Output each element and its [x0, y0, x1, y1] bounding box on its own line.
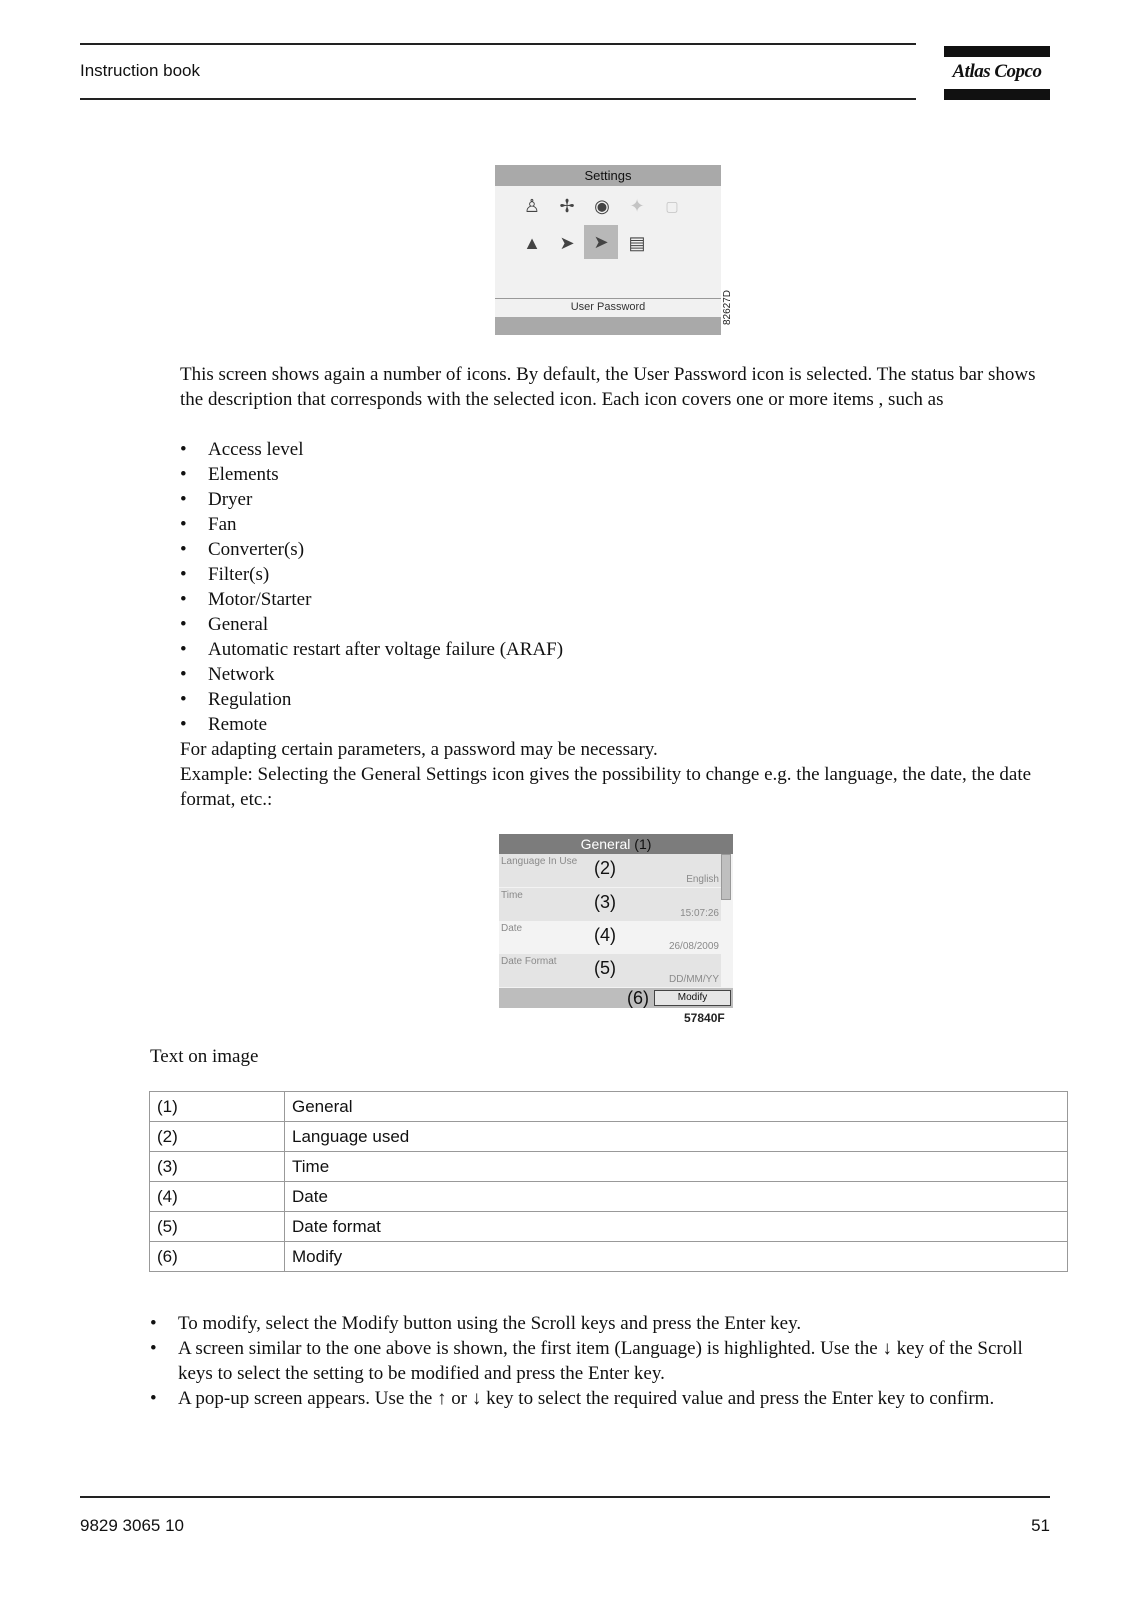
example-paragraph: Example: Selecting the General Settings icon gives the possibility to change e.g. the language, the date, the date format, etc.: [180, 764, 1032, 810]
list-item: • Converter(s) [180, 537, 563, 562]
setting-row-time [499, 888, 721, 921]
callout-6: (6) [627, 988, 649, 1008]
callout-1: (1) [634, 836, 652, 852]
general-icon: ▤ [628, 233, 646, 253]
step-item: • A screen similar to the one above is shown, the first item (Language) is highlighted. Use the ↓ key of the Scroll keys to select the setting to be modified and press the Enter key. [150, 1336, 1055, 1386]
intro-paragraph: This screen shows again a number of icons. By default, the User Password icon is selected. The status bar shows the description that corresponds with the selected icon. Each icon covers one or more items , such as [180, 364, 1036, 410]
list-item: • Regulation [180, 687, 563, 712]
callout-5: (5) [594, 958, 616, 978]
brand-logo-text: Atlas Copco [952, 61, 1042, 82]
general-screen-title [499, 834, 733, 854]
setting-value: 15:07:26 [680, 908, 719, 919]
callout-2: (2) [594, 858, 616, 878]
legend-number: (2) [150, 1122, 285, 1152]
settings-screen-bottom-bar [495, 317, 721, 335]
password-note: For adapting certain parameters, a password may be necessary. [180, 739, 658, 760]
setting-label: Date Format [501, 956, 557, 967]
dryer-icon: ◉ [594, 196, 610, 216]
list-item: • Network [180, 662, 563, 687]
converter-icon: ▢ [665, 198, 679, 214]
page-number: 51 [1031, 1516, 1050, 1535]
header-top-rule [80, 43, 916, 45]
fan-icon: ✦ [629, 196, 645, 216]
document-number: 9829 3065 10 [80, 1516, 184, 1535]
modify-button: Modify [654, 990, 731, 1006]
general-screen-figure [499, 834, 733, 1008]
settings-screen-title: Settings [495, 165, 721, 186]
list-item: • Automatic restart after voltage failure (ARAF) [180, 637, 563, 662]
table-row [150, 1152, 1068, 1182]
step-item: • A pop-up screen appears. Use the ↑ or ↓ key to select the required value and press the Enter key to confirm. [150, 1386, 1055, 1411]
setting-label: Language In Use [501, 856, 578, 867]
list-item: • Elements [180, 462, 563, 487]
key-icon: ➤ [559, 233, 575, 253]
table-row [150, 1122, 1068, 1152]
setting-row-date [499, 921, 721, 954]
legend-label: Language used [285, 1122, 1068, 1152]
list-item: • Fan [180, 512, 563, 537]
legend-label: Modify [285, 1242, 1068, 1272]
step-item: • To modify, select the Modify button using the Scroll keys and press the Enter key. [150, 1311, 1055, 1336]
table-row [150, 1212, 1068, 1242]
status-bar-text: User Password [570, 301, 646, 313]
list-item: • Motor/Starter [180, 587, 563, 612]
legend-table [149, 1091, 1068, 1272]
list-item: • Access level [180, 437, 563, 462]
table-row [150, 1242, 1068, 1272]
list-item: • General [180, 612, 563, 637]
setting-row-date-format [499, 954, 721, 987]
settings-screen-figure [495, 165, 721, 335]
legend-number: (3) [150, 1152, 285, 1182]
legend-number: (4) [150, 1182, 285, 1212]
status-separator [495, 298, 721, 299]
legend-label: Time [285, 1152, 1068, 1182]
table-row [150, 1092, 1068, 1122]
setting-value: English [686, 874, 719, 885]
callout-3: (3) [594, 892, 616, 912]
legend-number: (6) [150, 1242, 285, 1272]
list-item: • Remote [180, 712, 563, 737]
items-list [180, 437, 563, 737]
setting-value: DD/MM/YY [669, 974, 719, 985]
footer-rule [80, 1496, 1050, 1498]
setting-label: Date [501, 923, 523, 934]
figure1-code: 82627D [722, 289, 733, 325]
legend-number: (1) [150, 1092, 285, 1122]
header-bottom-rule [80, 98, 916, 100]
general-title-text: General [580, 836, 631, 852]
table-row [150, 1182, 1068, 1212]
figure2-code: 57840F [684, 1011, 725, 1025]
legend-number: (5) [150, 1212, 285, 1242]
scrollbar-thumb [721, 854, 731, 900]
figure-caption: Text on image [150, 1046, 259, 1067]
header-title: Instruction book [80, 61, 201, 80]
steps-list [150, 1311, 1055, 1411]
legend-label: General [285, 1092, 1068, 1122]
brand-logo [944, 46, 1050, 100]
setting-row-language [499, 854, 721, 887]
legend-label: Date [285, 1182, 1068, 1212]
user-password-icon: ➤ [584, 225, 618, 259]
list-item: • Dryer [180, 487, 563, 512]
user-icon: ♙ [523, 196, 541, 216]
list-item: • Filter(s) [180, 562, 563, 587]
setting-value: 26/08/2009 [668, 941, 719, 952]
legend-label: Date format [285, 1212, 1068, 1242]
elements-icon: ✢ [559, 196, 575, 216]
setting-label: Time [501, 890, 523, 901]
callout-4: (4) [594, 925, 616, 945]
warning-icon: ▲ [523, 233, 541, 253]
